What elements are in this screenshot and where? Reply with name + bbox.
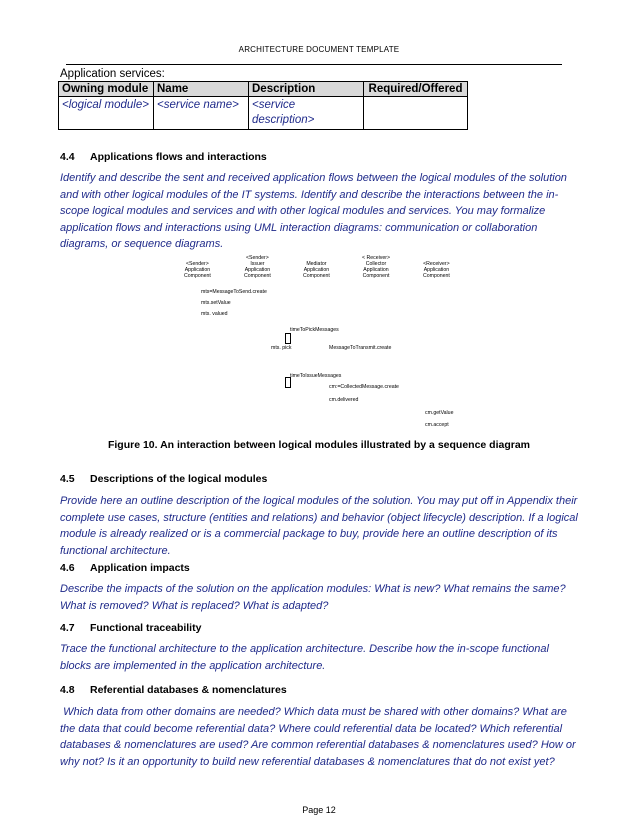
section-title: Descriptions of the logical modules (90, 473, 268, 485)
activation-bar (285, 333, 291, 344)
message-label: MessageToTransmit.create (329, 345, 392, 351)
lifeline-label: <Receiver> Application Component (423, 261, 450, 279)
section-number: 4.4 (60, 151, 75, 163)
section-text-4-4: Identify and describe the sent and received application flows between the logical modules of the solution and with other logical modules of the IT systems. Identify and describe the interactions between the in-scope logical modules and services and with other logical modules and services. You may formalize application flows and interactions using UML interaction diagrams: communication or collaboration diagrams, or sequence diagrams. (60, 172, 567, 250)
section-title: Applications flows and interactions (90, 151, 267, 163)
table-row (59, 97, 468, 130)
message-label: cm:=CollectedMessage.create (329, 384, 399, 390)
message-label: cm.delivered (329, 397, 359, 403)
section-title: Application impacts (90, 562, 190, 574)
app-services-table (58, 81, 468, 130)
cell-required-offered (364, 97, 468, 130)
section-heading-4-5 (60, 473, 267, 485)
section-heading-4-6 (60, 562, 190, 574)
app-services-caption: Application services: (60, 68, 165, 80)
section-text-4-6: Describe the impacts of the solution on the application modules: What is new? What remains the same? What is removed? What is replaced? What is adapted? (60, 583, 566, 612)
lifeline-issuer (244, 255, 271, 279)
section-heading-4-4 (60, 151, 267, 163)
lifeline-label: Mediator Application Component (303, 261, 330, 279)
lifeline-label: < Receiver> Collector Application Component (362, 255, 390, 279)
lifeline-label: <Sender> Issuer Application Component (244, 255, 271, 279)
message-label: cm.getValue (425, 410, 454, 416)
cell-name: <service name> (154, 97, 249, 130)
section-heading-4-7 (60, 622, 201, 634)
header-rule (66, 64, 562, 65)
lifeline-receiver (423, 261, 450, 279)
lifeline-mediator (303, 261, 330, 279)
cell-description: <service description> (249, 97, 364, 130)
table-header-row (59, 82, 468, 97)
figure-caption: Figure 10. An interaction between logical modules illustrated by a sequence diagram (107, 439, 531, 451)
message-label: mts. pick (271, 345, 292, 351)
lifeline-label: <Sender> Application Component (184, 261, 211, 279)
col-name: Name (154, 82, 249, 97)
message-label: mts.setValue (201, 300, 231, 306)
section-number: 4.7 (60, 622, 75, 634)
activation-bar (285, 377, 291, 388)
section-title: Referential databases & nomenclatures (90, 684, 287, 696)
section-title: Functional traceability (90, 622, 202, 634)
message-label: cm.accept (425, 422, 449, 428)
cell-owning-module: <logical module> (59, 97, 154, 130)
message-label: timeToIssueMessages (290, 373, 342, 379)
section-text-4-5: Provide here an outline description of the logical modules of the solution. You may put off in Appendix their complete use cases, structure (entities and relations) and behavior (object lifecycle) description. If a logical module is already realized or is a commercial package to buy, provide here an outline description of its functional architecture. (60, 495, 578, 557)
page-number: Page 12 (302, 805, 336, 815)
message-label: timeToPickMessages (290, 327, 339, 333)
message-label: mts. valued (201, 311, 228, 317)
page-header: ARCHITECTURE DOCUMENT TEMPLATE (238, 45, 400, 54)
col-owning-module: Owning module (59, 82, 154, 97)
section-text-4-7: Trace the functional architecture to the application architecture. Describe how the in-scope functional blocks are implemented in the application architecture. (60, 643, 549, 672)
col-description: Description (249, 82, 364, 97)
section-number: 4.8 (60, 684, 75, 696)
message-label: mts=MessageToSend.create (201, 289, 267, 295)
lifeline-collector (362, 255, 390, 279)
section-heading-4-8 (60, 684, 287, 696)
col-required-offered: Required/Offered (364, 82, 468, 97)
section-number: 4.6 (60, 562, 75, 574)
section-text-4-8: Which data from other domains are needed? Which data must be shared with other domains? What are the data that could become referential data? Where could referential data be located? Which referential databases & nomenclatures are used? Are common referential databases & nomenclatures used? How or why not? Is it an opportunity to build new referential databases & nomenclatures that do not exist yet? (60, 706, 579, 768)
section-number: 4.5 (60, 473, 75, 485)
lifeline-sender (184, 261, 211, 279)
